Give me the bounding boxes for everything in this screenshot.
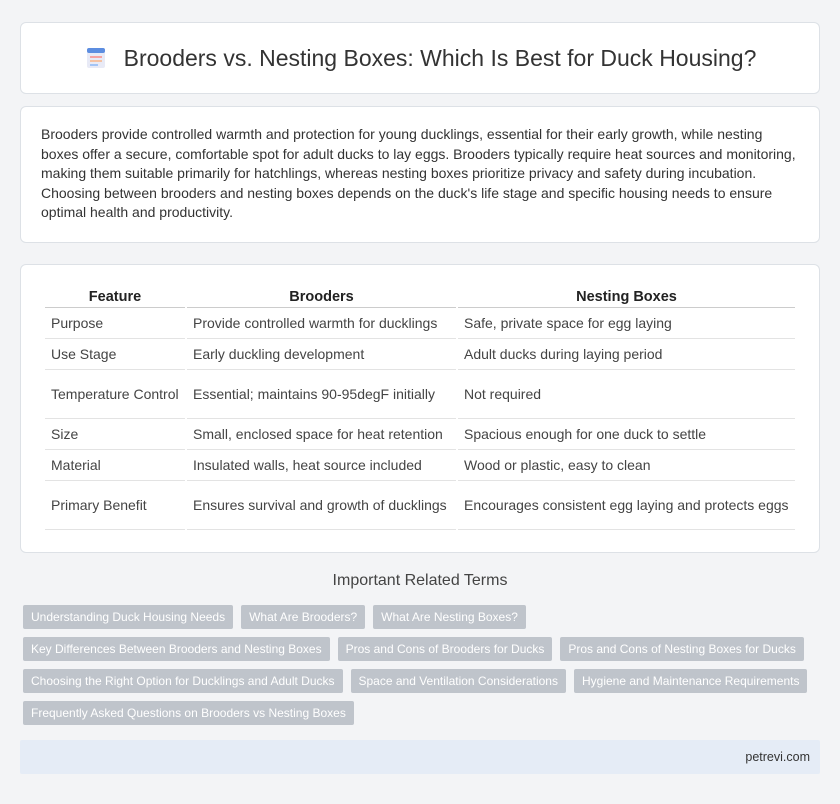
term-tag[interactable]: Pros and Cons of Brooders for Ducks <box>338 637 553 661</box>
page-title: Brooders vs. Nesting Boxes: Which Is Best for Duck Housing? <box>123 44 757 71</box>
term-tag[interactable]: Understanding Duck Housing Needs <box>23 605 233 629</box>
table-cell: Not required <box>458 370 795 419</box>
table-row <box>45 308 795 339</box>
table-row <box>45 481 795 530</box>
header-card <box>20 22 820 94</box>
table-header-row <box>45 285 795 308</box>
intro-card <box>20 106 820 243</box>
table-cell: Safe, private space for egg laying <box>458 308 795 339</box>
table-cell: Encourages consistent egg laying and protects eggs <box>458 481 795 530</box>
table-row <box>45 339 795 370</box>
table-cell: Spacious enough for one duck to settle <box>458 419 795 450</box>
table-row <box>45 450 795 481</box>
term-row <box>23 669 813 693</box>
table-cell: Essential; maintains 90-95degF initially <box>187 370 456 419</box>
table-row <box>45 370 795 419</box>
comparison-table-card <box>20 264 820 553</box>
table-cell: Adult ducks during laying period <box>458 339 795 370</box>
table-cell: Small, enclosed space for heat retention <box>187 419 456 450</box>
term-tag[interactable]: Choosing the Right Option for Ducklings and Adult Ducks <box>23 669 343 693</box>
table-cell: Primary Benefit <box>45 481 185 530</box>
term-row <box>23 605 813 629</box>
table-header-cell: Nesting Boxes <box>458 285 795 308</box>
term-row <box>23 637 813 661</box>
table-cell: Provide controlled warmth for ducklings <box>187 308 456 339</box>
table-header-cell: Feature <box>45 285 185 308</box>
related-terms-title: Important Related Terms <box>332 572 508 589</box>
footer-site-link[interactable]: petrevi.com <box>745 750 810 764</box>
table-cell: Material <box>45 450 185 481</box>
term-tag[interactable]: What Are Nesting Boxes? <box>373 605 526 629</box>
term-tag[interactable]: Pros and Cons of Nesting Boxes for Ducks <box>560 637 803 661</box>
table-cell: Temperature Control <box>45 370 185 419</box>
term-row <box>23 701 813 725</box>
term-tag[interactable]: What Are Brooders? <box>241 605 365 629</box>
table-cell: Ensures survival and growth of ducklings <box>187 481 456 530</box>
document-icon <box>84 46 108 70</box>
related-terms-list <box>23 605 813 733</box>
term-tag[interactable]: Hygiene and Maintenance Requirements <box>574 669 807 693</box>
intro-text: Brooders provide controlled warmth and protection for young ducklings, essential for their early growth, while nesting boxes offer a secure, comfortable spot for adult ducks to lay eggs. Brooders typically require heat sources and monitoring, making them suitable primarily for hatchlings, whereas nesting boxes prioritize privacy and safety during incubation. Choosing between brooders and nesting boxes depends on the duck's life stage and specific housing needs to ensure optimal health and productivity. <box>41 126 796 220</box>
table-cell: Use Stage <box>45 339 185 370</box>
term-tag[interactable]: Space and Ventilation Considerations <box>351 669 566 693</box>
comparison-table <box>43 285 797 530</box>
table-row <box>45 419 795 450</box>
table-cell: Purpose <box>45 308 185 339</box>
table-cell: Size <box>45 419 185 450</box>
term-tag[interactable]: Key Differences Between Brooders and Nesting Boxes <box>23 637 330 661</box>
table-cell: Wood or plastic, easy to clean <box>458 450 795 481</box>
table-header-cell: Brooders <box>187 285 456 308</box>
term-tag[interactable]: Frequently Asked Questions on Brooders vs Nesting Boxes <box>23 701 354 725</box>
footer <box>20 740 820 774</box>
table-cell: Early duckling development <box>187 339 456 370</box>
table-cell: Insulated walls, heat source included <box>187 450 456 481</box>
